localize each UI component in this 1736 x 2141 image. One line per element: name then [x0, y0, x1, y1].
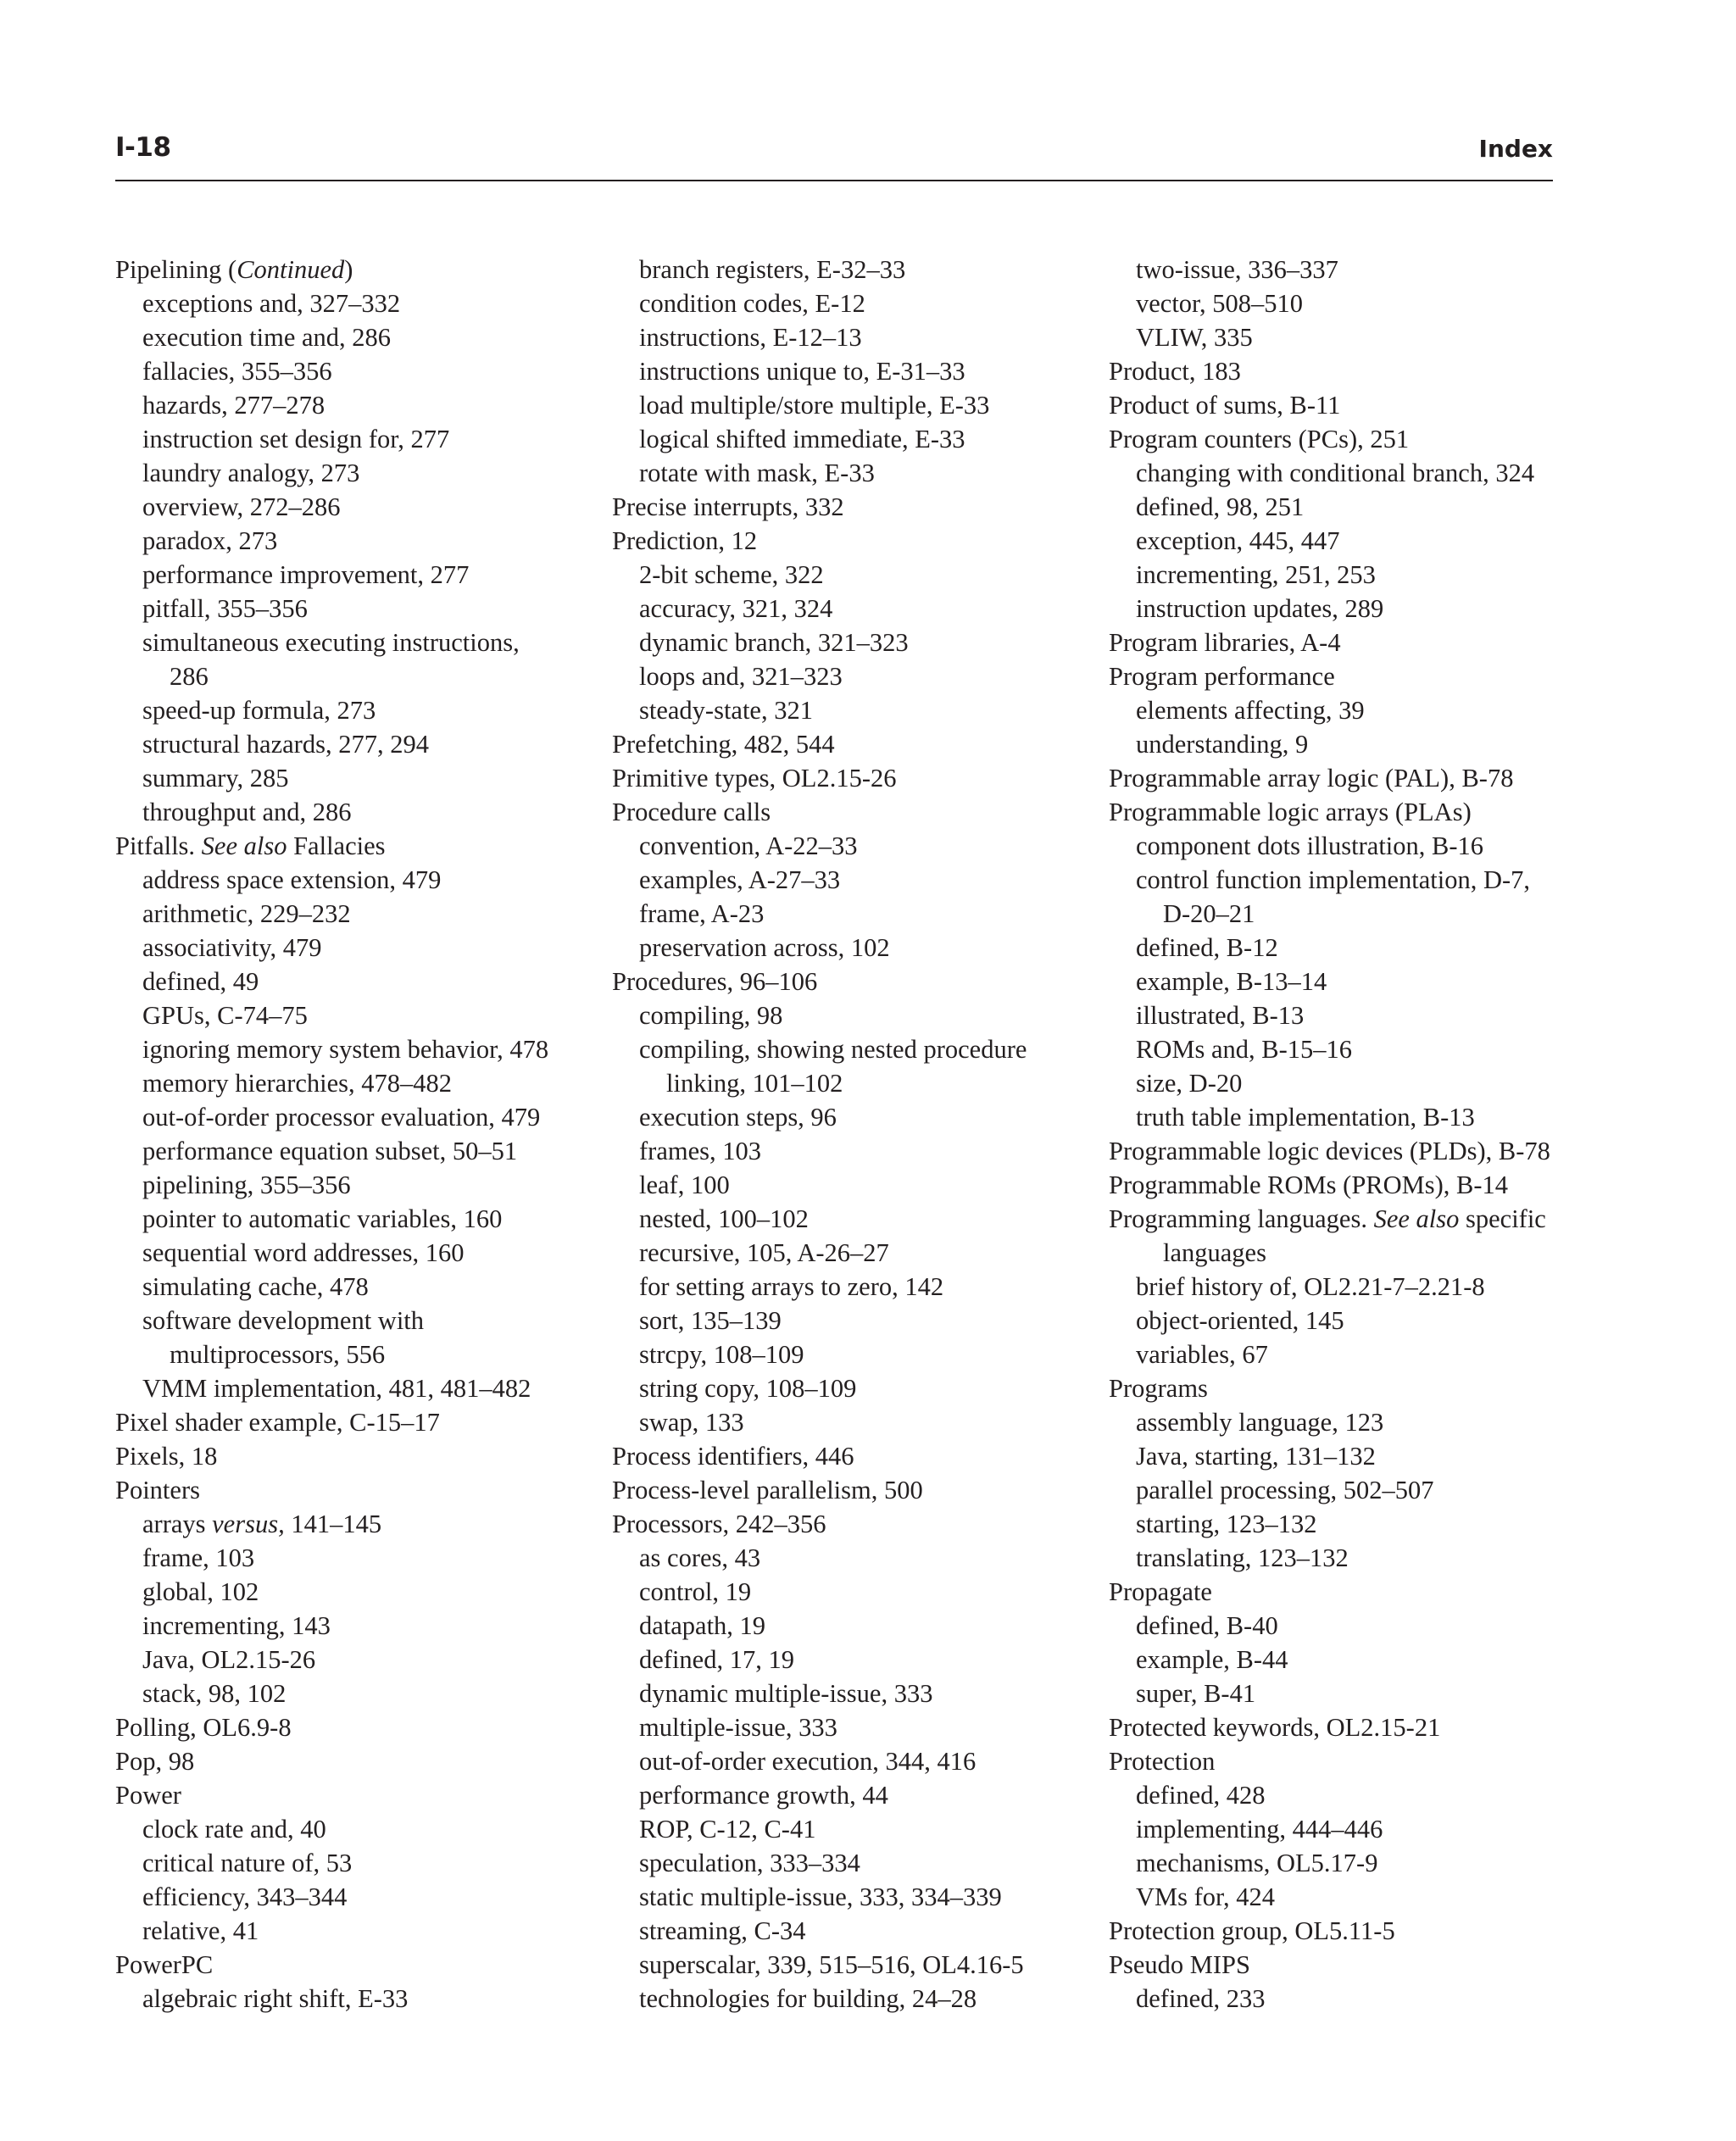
- index-entry-text: ): [344, 255, 353, 284]
- index-subentry: defined, 428: [1136, 1781, 1266, 1810]
- index-main-entry: Procedures, 96–106: [612, 967, 818, 996]
- index-subentry: defined, 233: [1136, 1984, 1266, 2013]
- index-subentry: examples, A-27–33: [639, 865, 841, 894]
- index-continuation: linking, 101–102: [666, 1069, 843, 1098]
- index-subentry: variables, 67: [1136, 1340, 1268, 1369]
- page-header: [115, 129, 1553, 181]
- index-subentry: sort, 135–139: [639, 1306, 782, 1335]
- index-subentry: component dots illustration, B-16: [1136, 831, 1484, 860]
- index-subentry: technologies for building, 24–28: [639, 1984, 977, 2013]
- index-subentry: [115, 1507, 548, 1541]
- index-subentry: size, D-20: [1136, 1069, 1243, 1098]
- index-subentry: performance improvement, 277: [142, 560, 470, 589]
- index-subentry: implementing, 444–446: [1136, 1815, 1383, 1843]
- index-subentry: paradox, 273: [142, 526, 278, 555]
- index-subentry: exception, 445, 447: [1136, 526, 1340, 555]
- index-subentry: speculation, 333–334: [639, 1849, 860, 1877]
- index-subentry: simulating cache, 478: [142, 1272, 369, 1301]
- index-subentry: pointer to automatic variables, 160: [142, 1204, 503, 1233]
- index-subentry: translating, 123–132: [1136, 1543, 1349, 1572]
- index-subentry: frames, 103: [639, 1137, 761, 1165]
- index-main-entry: Protected keywords, OL2.15-21: [1109, 1713, 1441, 1742]
- index-subentry: structural hazards, 277, 294: [142, 730, 429, 759]
- index-main-entry: Primitive types, OL2.15-26: [612, 764, 897, 792]
- index-subentry: ignoring memory system behavior, 478: [142, 1035, 549, 1064]
- index-subentry: out-of-order execution, 344, 416: [639, 1747, 976, 1776]
- index-subentry: efficiency, 343–344: [142, 1882, 348, 1911]
- index-subentry: string copy, 108–109: [639, 1374, 857, 1403]
- index-subentry: Java, starting, 131–132: [1136, 1442, 1376, 1471]
- index-subentry: summary, 285: [142, 764, 289, 792]
- index-main-entry: Protection: [1109, 1747, 1216, 1776]
- index-subentry: out-of-order processor evaluation, 479: [142, 1103, 541, 1132]
- index-subentry: execution steps, 96: [639, 1103, 837, 1132]
- index-subentry: recursive, 105, A-26–27: [639, 1238, 889, 1267]
- index-subentry: leaf, 100: [639, 1171, 730, 1199]
- index-subentry: VMs for, 424: [1136, 1882, 1275, 1911]
- index-subentry: control, 19: [639, 1577, 752, 1606]
- index-main-entry: Programmable logic devices (PLDs), B-78: [1109, 1137, 1550, 1165]
- index-subentry: static multiple-issue, 333, 334–339: [639, 1882, 1002, 1911]
- index-subentry: performance equation subset, 50–51: [142, 1137, 518, 1165]
- index-subentry: frame, 103: [142, 1543, 255, 1572]
- index-subentry: defined, B-12: [1136, 933, 1278, 962]
- index-subentry: loops and, 321–323: [639, 662, 843, 691]
- index-subentry: Java, OL2.15-26: [142, 1645, 316, 1674]
- index-subentry: pipelining, 355–356: [142, 1171, 351, 1199]
- index-subentry: multiple-issue, 333: [639, 1713, 837, 1742]
- index-entry-text: arrays: [142, 1510, 213, 1538]
- index-subentry: swap, 133: [639, 1408, 744, 1437]
- index-main-entry: Pseudo MIPS: [1109, 1950, 1250, 1979]
- index-subentry: laundry analogy, 273: [142, 459, 360, 487]
- index-subentry: instructions unique to, E-31–33: [639, 357, 965, 386]
- index-subentry: exceptions and, 327–332: [142, 289, 401, 318]
- index-subentry: fallacies, 355–356: [142, 357, 332, 386]
- index-main-entry: Pixels, 18: [115, 1442, 218, 1471]
- index-subentry: stack, 98, 102: [142, 1679, 287, 1708]
- index-column-3: [1109, 253, 1550, 2016]
- index-subentry: pitfall, 355–356: [142, 594, 308, 623]
- index-main-entry: Program counters (PCs), 251: [1109, 425, 1410, 453]
- index-main-entry: Process-level parallelism, 500: [612, 1476, 923, 1504]
- index-subentry: defined, 49: [142, 967, 259, 996]
- index-subentry: convention, A-22–33: [639, 831, 858, 860]
- index-subentry: example, B-13–14: [1136, 967, 1327, 996]
- index-subentry: incrementing, 251, 253: [1136, 560, 1376, 589]
- index-main-entry: [1109, 1202, 1550, 1236]
- index-subentry: frame, A-23: [639, 899, 765, 928]
- index-main-entry: [115, 829, 548, 863]
- index-continuation: D-20–21: [1163, 899, 1255, 928]
- index-subentry: defined, B-40: [1136, 1611, 1278, 1640]
- index-subentry: rotate with mask, E-33: [639, 459, 875, 487]
- index-continuation: multiprocessors, 556: [170, 1340, 386, 1369]
- index-entry-text: Programming languages.: [1109, 1204, 1374, 1233]
- index-subentry: understanding, 9: [1136, 730, 1309, 759]
- index-subentry: streaming, C-34: [639, 1916, 806, 1945]
- index-subentry: GPUs, C-74–75: [142, 1001, 308, 1030]
- index-subentry: dynamic branch, 321–323: [639, 628, 909, 657]
- index-subentry: throughput and, 286: [142, 798, 352, 826]
- index-main-entry: Process identifiers, 446: [612, 1442, 854, 1471]
- index-continuation: 286: [170, 662, 209, 691]
- index-subentry: address space extension, 479: [142, 865, 442, 894]
- index-main-entry: PowerPC: [115, 1950, 214, 1979]
- index-subentry: for setting arrays to zero, 142: [639, 1272, 944, 1301]
- index-subentry: associativity, 479: [142, 933, 322, 962]
- index-subentry: starting, 123–132: [1136, 1510, 1317, 1538]
- index-subentry: brief history of, OL2.21-7–2.21-8: [1136, 1272, 1485, 1301]
- index-subentry: instruction set design for, 277: [142, 425, 450, 453]
- index-subentry: parallel processing, 502–507: [1136, 1476, 1434, 1504]
- index-main-entry: Programs: [1109, 1374, 1208, 1403]
- index-entry-text: Fallacies: [287, 831, 386, 860]
- index-subentry: relative, 41: [142, 1916, 259, 1945]
- index-main-entry: Power: [115, 1781, 181, 1810]
- index-subentry: vector, 508–510: [1136, 289, 1303, 318]
- index-subentry: software development with: [142, 1306, 425, 1335]
- index-subentry: dynamic multiple-issue, 333: [639, 1679, 933, 1708]
- index-main-entry: Prefetching, 482, 544: [612, 730, 835, 759]
- index-subentry: object-oriented, 145: [1136, 1306, 1344, 1335]
- index-subentry: preservation across, 102: [639, 933, 890, 962]
- index-subentry: compiling, showing nested procedure: [639, 1035, 1027, 1064]
- index-entry-italic-text: versus,: [212, 1510, 285, 1538]
- index-subentry: defined, 98, 251: [1136, 492, 1305, 521]
- index-subentry: incrementing, 143: [142, 1611, 331, 1640]
- index-entry-text: Pipelining (: [115, 255, 237, 284]
- index-main-entry: Processors, 242–356: [612, 1510, 826, 1538]
- index-main-entry: Pixel shader example, C-15–17: [115, 1408, 440, 1437]
- index-subentry: speed-up formula, 273: [142, 696, 376, 725]
- index-subentry: two-issue, 336–337: [1136, 255, 1338, 284]
- index-subentry: branch registers, E-32–33: [639, 255, 906, 284]
- index-subentry: truth table implementation, B-13: [1136, 1103, 1475, 1132]
- index-column-1: [115, 253, 548, 2016]
- running-title: Index: [1478, 135, 1553, 163]
- index-subentry: ROMs and, B-15–16: [1136, 1035, 1353, 1064]
- index-subentry: strcpy, 108–109: [639, 1340, 804, 1369]
- index-subentry: datapath, 19: [639, 1611, 766, 1640]
- index-main-entry: Propagate: [1109, 1577, 1212, 1606]
- index-entry-italic-text: See also: [201, 831, 287, 860]
- index-subentry: assembly language, 123: [1136, 1408, 1384, 1437]
- index-column-2: [612, 253, 1027, 2016]
- index-subentry: instruction updates, 289: [1136, 594, 1384, 623]
- index-main-entry: Product of sums, B-11: [1109, 391, 1341, 420]
- index-subentry: overview, 272–286: [142, 492, 341, 521]
- index-entry-text: 141–145: [284, 1510, 382, 1538]
- index-entry-text: Pitfalls.: [115, 831, 202, 860]
- index-subentry: steady-state, 321: [639, 696, 813, 725]
- index-subentry: clock rate and, 40: [142, 1815, 326, 1843]
- index-entry-italic-text: See also: [1373, 1204, 1460, 1233]
- index-main-entry: [115, 253, 548, 286]
- index-main-entry: Program libraries, A-4: [1109, 628, 1341, 657]
- index-main-entry: Program performance: [1109, 662, 1335, 691]
- index-subentry: control function implementation, D-7,: [1136, 865, 1531, 894]
- index-main-entry: Precise interrupts, 332: [612, 492, 844, 521]
- index-main-entry: Product, 183: [1109, 357, 1241, 386]
- index-main-entry: Programmable logic arrays (PLAs): [1109, 798, 1472, 826]
- index-subentry: illustrated, B-13: [1136, 1001, 1305, 1030]
- index-subentry: accuracy, 321, 324: [639, 594, 833, 623]
- index-subentry: 2-bit scheme, 322: [639, 560, 824, 589]
- index-main-entry: Protection group, OL5.11-5: [1109, 1916, 1395, 1945]
- index-subentry: algebraic right shift, E-33: [142, 1984, 409, 2013]
- index-subentry: changing with conditional branch, 324: [1136, 459, 1535, 487]
- index-subentry: example, B-44: [1136, 1645, 1288, 1674]
- index-subentry: sequential word addresses, 160: [142, 1238, 465, 1267]
- index-subentry: hazards, 277–278: [142, 391, 326, 420]
- index-main-entry: Pointers: [115, 1476, 200, 1504]
- index-subentry: instructions, E-12–13: [639, 323, 862, 352]
- index-continuation: languages: [1163, 1238, 1266, 1267]
- index-subentry: VMM implementation, 481, 481–482: [142, 1374, 531, 1403]
- index-subentry: elements affecting, 39: [1136, 696, 1365, 725]
- index-subentry: VLIW, 335: [1136, 323, 1253, 352]
- index-subentry: mechanisms, OL5.17-9: [1136, 1849, 1378, 1877]
- index-subentry: defined, 17, 19: [639, 1645, 794, 1674]
- index-subentry: global, 102: [142, 1577, 259, 1606]
- index-main-entry: Prediction, 12: [612, 526, 758, 555]
- index-subentry: super, B-41: [1136, 1679, 1256, 1708]
- index-subentry: critical nature of, 53: [142, 1849, 353, 1877]
- index-main-entry: Procedure calls: [612, 798, 771, 826]
- index-subentry: memory hierarchies, 478–482: [142, 1069, 453, 1098]
- index-subentry: condition codes, E-12: [639, 289, 865, 318]
- index-subentry: ROP, C-12, C-41: [639, 1815, 816, 1843]
- index-subentry: logical shifted immediate, E-33: [639, 425, 965, 453]
- index-subentry: nested, 100–102: [639, 1204, 809, 1233]
- index-subentry: execution time and, 286: [142, 323, 392, 352]
- index-subentry: arithmetic, 229–232: [142, 899, 351, 928]
- index-subentry: performance growth, 44: [639, 1781, 888, 1810]
- index-subentry: simultaneous executing instructions,: [142, 628, 520, 657]
- index-entry-italic-text: Continued: [236, 255, 345, 284]
- index-main-entry: Polling, OL6.9-8: [115, 1713, 292, 1742]
- index-entry-text: specific: [1459, 1204, 1546, 1233]
- page-number: I-18: [115, 132, 171, 163]
- index-subentry: compiling, 98: [639, 1001, 783, 1030]
- index-main-entry: Programmable array logic (PAL), B-78: [1109, 764, 1514, 792]
- index-subentry: load multiple/store multiple, E-33: [639, 391, 990, 420]
- index-main-entry: Pop, 98: [115, 1747, 195, 1776]
- index-main-entry: Programmable ROMs (PROMs), B-14: [1109, 1171, 1509, 1199]
- index-subentry: superscalar, 339, 515–516, OL4.16-5: [639, 1950, 1024, 1979]
- index-subentry: as cores, 43: [639, 1543, 761, 1572]
